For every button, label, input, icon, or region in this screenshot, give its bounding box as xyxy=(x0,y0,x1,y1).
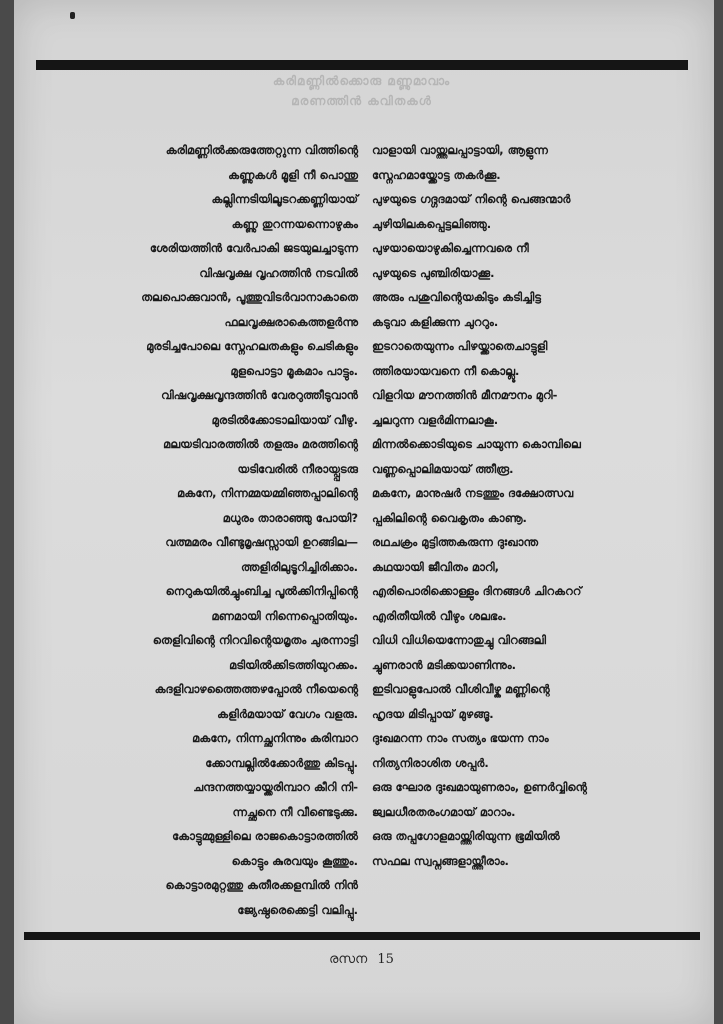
poem-line: വിഷവൃക്ഷ വൃഹത്തിൻ നടവിൽ xyxy=(199,265,358,280)
faint-heading-2: മരണത്തിൻ കവിതകൾ xyxy=(291,94,432,108)
poem-line: ക്കോമ്പല്ലിൽക്കോർത്തു കിടപ്പു. xyxy=(205,755,358,770)
poem-line: സഫല സ്വപ്നങ്ങളായ്ത്തീരാം. xyxy=(372,853,509,868)
poem-line: മകനേ, മാനുഷർ നടത്തും ദക്ഷോത്സവ xyxy=(372,486,574,500)
poem-line: മടിയിൽക്കിടത്തിയുറക്കം. xyxy=(229,657,358,672)
poem-line: മലയടിവാരത്തിൽ തളരും മരത്തിന്റെ xyxy=(163,437,358,451)
poem-line: വാളായി വായ്ത്തലപ്പാട്ടായി, ആളുന്ന xyxy=(372,143,548,157)
poem-line: കൊട്ടാരമുറ്റത്തു കതീരക്കളമ്പിൽ നിൻ xyxy=(165,878,358,892)
poem-line: ശേരിയത്തിൻ വേർപാകി ജടയുലച്ചാടുന്ന xyxy=(149,241,358,255)
page-number: 15 xyxy=(377,952,394,967)
poem-line: ത്തളിരിലുടൂറിച്ചിരിക്കാം. xyxy=(240,559,358,574)
top-rule xyxy=(36,60,688,70)
poem-line: ഒരു തപ്പഗോളമായ്ത്തിരിയുന്ന ഭൂമിയിൽ xyxy=(372,829,560,843)
bottom-rule xyxy=(24,932,700,940)
poem-line: കോട്ടുമ്മുള്ളിലെ രാജകൊട്ടാരത്തിൽ xyxy=(172,829,358,843)
poem-line: വിധി വിധിയെന്നോതുച്ചു വിറങ്ങലി xyxy=(372,633,547,647)
poem-line: തലപൊക്കുവാൻ, പൂത്തുവിടർവാനാകാതെ xyxy=(141,290,358,304)
poem-line: നെറുകയിൽച്ചുംബിച്ച പൂൽക്കിനിപ്പിന്റെ xyxy=(165,584,358,598)
ink-mark xyxy=(70,12,75,19)
poem-right-column xyxy=(372,138,712,873)
magazine-name: രസന xyxy=(329,952,368,967)
poem-line: കരിമണ്ണിൽക്കരുത്തേറ്റുന്ന വിത്തിന്റെ xyxy=(165,143,358,157)
poem-line: മിന്നൽക്കൊടിയുടെ ചായുന്ന കൊമ്പിലെ xyxy=(372,437,581,451)
poem-line: ഇടറാതെയുന്നം പിഴയ്ക്കാതെചാട്ടുളി xyxy=(372,339,548,353)
poem-line: ഒരു ഘോര ദുഃഖമായുണരാം, ഉണർവ്വിന്റെ xyxy=(372,780,587,794)
poem-line: ജ്യേഷ്ഠരെക്കെട്ടി വലിപ്പു. xyxy=(237,902,358,917)
poem-line: പ്പകിലിന്റെ വൈകൃതം കാണൂ. xyxy=(372,510,527,525)
poem-line: കൊട്ടും കുരവയും കൂത്തും. xyxy=(231,853,358,868)
poem-line: സ്നേഹമായ്ക്കോട്ട തകർക്കൂ. xyxy=(372,167,501,182)
poem-line: ഫലവൃക്ഷരാകെത്തളർന്നു xyxy=(224,314,358,329)
poem-line: കണ്ണു തുറന്നയന്നൊഴുകം xyxy=(231,216,358,231)
poem-line: മകനേ, നിന്നമ്മയമ്മിഞ്ഞപ്പാലിന്റെ xyxy=(177,486,358,500)
poem-line: മുരടിൽക്കോടാലിയായ് വീഴു. xyxy=(211,412,358,427)
poem-line: പുഴയുടെ പുഞ്ചിരിയാക്കൂ. xyxy=(372,265,495,280)
poem-line: കഥയായി ജീവിതം മാറി, xyxy=(372,559,499,574)
poem-line: വത്മമരം വീണ്ടുമൃഷസ്സായി ഉറങ്ങില— xyxy=(165,535,358,549)
poem-line: ചന്ദനത്തയ്യായ്ക്കരിമ്പാറ കീറി നി- xyxy=(193,780,358,794)
poem-line: കദളിവാഴത്തൈത്തഴപ്പോൽ നീയെന്റെ xyxy=(154,682,358,696)
poem-line: കളിർമയായ് വേഗം വളരു. xyxy=(217,706,358,721)
poem-line: മുളപൊട്ടാ മൂകമാം പാട്ടും. xyxy=(230,363,358,378)
poem-line: ച്ചുണരാൻ മടിക്കയാണിന്നും. xyxy=(372,657,517,672)
page-footer xyxy=(0,952,723,967)
poem-line: എരിപൊരിക്കൊള്ളും ദിനങ്ങൾ ചിറകററ് xyxy=(372,584,582,598)
poem-line: മകനേ, നിന്നച്ഛനിന്നും കരിമ്പാറ xyxy=(192,731,358,745)
poem-line: ന്നച്ഛനെ നീ വീണ്ടെടുക്കു. xyxy=(232,804,358,819)
poem-line: പുഴയായൊഴുകിച്ചെന്നവരെ നീ xyxy=(372,241,529,255)
poem-line: ത്തിരയായവനെ നീ കൊല്ലൂ. xyxy=(372,363,520,378)
poem-line: യടിവേരിൽ നീരായ്പ്പടരു xyxy=(237,461,358,476)
poem-line: കല്ലിന്നടിയിലൂടറക്കണ്ണിയായ് xyxy=(211,192,358,206)
poem-line: മണമായി നിന്നെപ്പൊതിയും. xyxy=(211,608,358,623)
poem-line: വണ്ണപ്പൊലിമയായ് ത്തീരൂ. xyxy=(372,461,514,476)
poem-line: അരും പശുവിന്റെയകിടും കടിച്ചിട്ട xyxy=(372,290,542,304)
poem-line: കണ്ണുകൾ മൂളി നീ പൊന്തു xyxy=(228,167,358,182)
faint-heading-1: കരിമണ്ണിൽക്കൊരു മണ്ണുമാവാം xyxy=(272,74,451,88)
poem-line: ജ്വലധീരതരംഗമായ് മാറാം. xyxy=(372,804,516,819)
poem-line: ച്ചലറുന്ന വളർമിന്നലാകൂ. xyxy=(372,412,499,427)
poem-line: പുഴയുടെ ഗദ്ഗദമായ് നിന്റെ പെങ്ങന്മാർ xyxy=(372,192,571,206)
poem-line: ചുഴിയിലകപ്പെട്ടലിഞ്ഞു. xyxy=(372,216,492,231)
poem-line: വിളറിയ മൗനത്തിൻ മീനമൗനം മുറി- xyxy=(372,388,558,402)
poem-left-column xyxy=(88,138,358,922)
poem-line: ഹൃദയ മിടിപ്പായ് മുഴങ്ങൂ. xyxy=(372,706,494,721)
poem-line: തെളിവിന്റെ നിറവിന്റെയമൃതം ചുരന്നാട്ടി xyxy=(152,633,358,647)
poem-line: മുരടിച്ചപോലെ സ്നേഹലതകളും ചെടികളും xyxy=(146,339,358,353)
poem-line: രഥചക്രം മുട്ടിത്തകരുന്ന ദുഃഖാന്ത xyxy=(372,535,539,549)
poem-line: നിത്യനിരാശിത ശപ്പർ. xyxy=(372,755,489,770)
poem-line: മധുരം താരാഞ്ഞു പോയി? xyxy=(222,510,358,525)
poem-line: ഇടിവാളുപോൽ വീശിവീഴ്ക മണ്ണിന്റെ xyxy=(372,682,550,696)
poem-line: വിഷവൃക്ഷവൃന്ദത്തിൻ വേരറുത്തീടുവാൻ xyxy=(161,388,358,402)
poem-line: ദുഃഖമറന്ന നാം സത്യം ഭയന്ന നാം xyxy=(372,731,549,745)
poem-line: കടുവാ കളിക്കുന്ന ചുററും. xyxy=(372,314,499,329)
poem-line: എരിതീയിൽ വീഴും ശലഭം. xyxy=(372,608,507,623)
